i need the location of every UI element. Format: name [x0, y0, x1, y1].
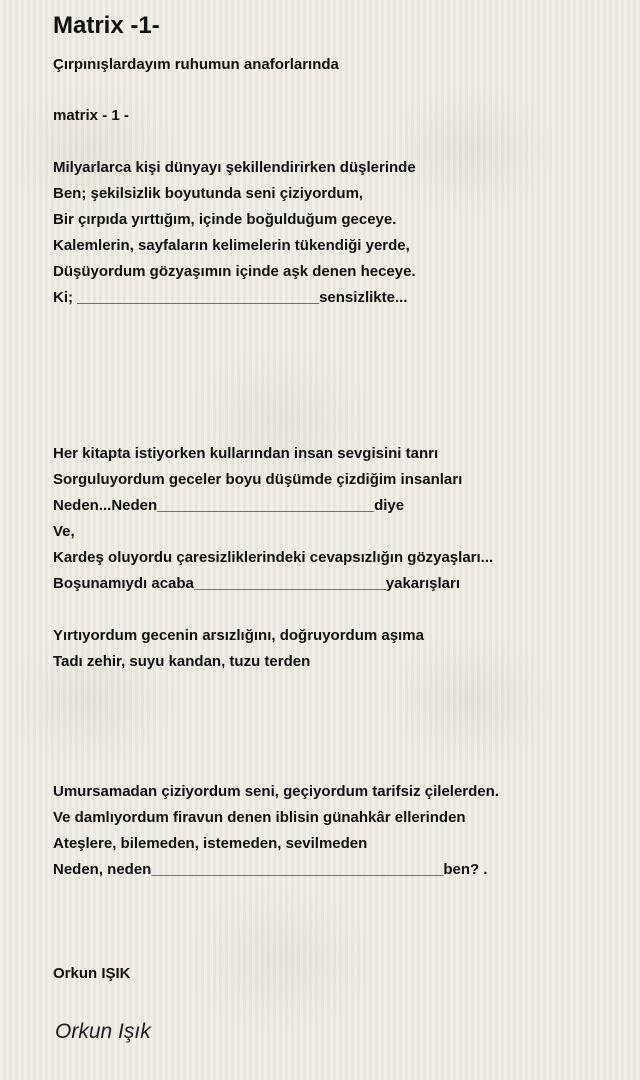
poem-line: Neden, neden___________________________________ben? . — [53, 861, 488, 878]
poem-line: Boşunamıydı acaba_______________________yakarışları — [53, 575, 460, 592]
poem-blank-line — [53, 129, 633, 155]
poem-blank-line — [53, 909, 633, 935]
poem-line: Yırtıyordum gecenin arsızlığını, doğruyordum aşıma — [53, 627, 424, 644]
poem-blank-line — [53, 675, 633, 701]
poem-blank-line — [53, 363, 633, 389]
poem-blank-line — [53, 701, 633, 727]
poem-line: Ve, — [53, 523, 75, 540]
poem-blank-line — [53, 311, 633, 337]
poem-blank-line — [53, 389, 633, 415]
poem-line: Ve damlıyordum firavun denen iblisin günahkâr ellerinden — [53, 809, 466, 826]
poem-line: Her kitapta istiyorken kullarından insan sevgisini tanrı — [53, 445, 439, 462]
poem-line: Ateşlere, bilemeden, istemeden, sevilmeden — [53, 835, 368, 852]
poem-line: Neden...Neden__________________________diye — [53, 497, 405, 514]
poem-blank-line — [53, 753, 633, 779]
poem-blank-line — [53, 415, 633, 441]
poem-line: Düşüyordum gözyaşımın içinde aşk denen heceye. — [53, 263, 416, 280]
poem-line: Sorguluyordum geceler boyu düşümde çizdiğim insanları — [53, 471, 463, 488]
poem-blank-line — [53, 935, 633, 961]
poem-blank-line — [53, 597, 633, 623]
poem-blank-line — [53, 883, 633, 909]
poem-title: Matrix -1- — [53, 12, 160, 39]
poem-subtitle: Çırpınışlardayım ruhumun anaforlarında — [53, 56, 339, 73]
poem-line: Orkun IŞIK — [53, 965, 131, 982]
poem-line: Milyarlarca kişi dünyayı şekillendirirken düşlerinde — [53, 159, 416, 176]
poem-line: matrix - 1 - — [53, 107, 129, 124]
poem-line: Tadı zehir, suyu kandan, tuzu terden — [53, 653, 311, 670]
poem-blank-line — [53, 337, 633, 363]
poem-line: Kalemlerin, sayfaların kelimelerin tükendiği yerde, — [53, 237, 410, 254]
poem-line: Ben; şekilsizlik boyutunda seni çiziyordum, — [53, 185, 364, 202]
poem-body — [53, 103, 633, 987]
poem-line: Kardeş oluyordu çaresizliklerindeki cevapsızlığın gözyaşları... — [53, 549, 494, 566]
author-signature: Orkun Işık — [55, 1020, 151, 1043]
poem-line: Ki; _____________________________sensizlikte... — [53, 289, 408, 306]
poem-line: Bir çırpıda yırttığım, içinde boğulduğum geceye. — [53, 211, 397, 228]
poem-blank-line — [53, 727, 633, 753]
poem-line: Umursamadan çiziyordum seni, geçiyordum tarifsiz çilelerden. — [53, 783, 499, 800]
